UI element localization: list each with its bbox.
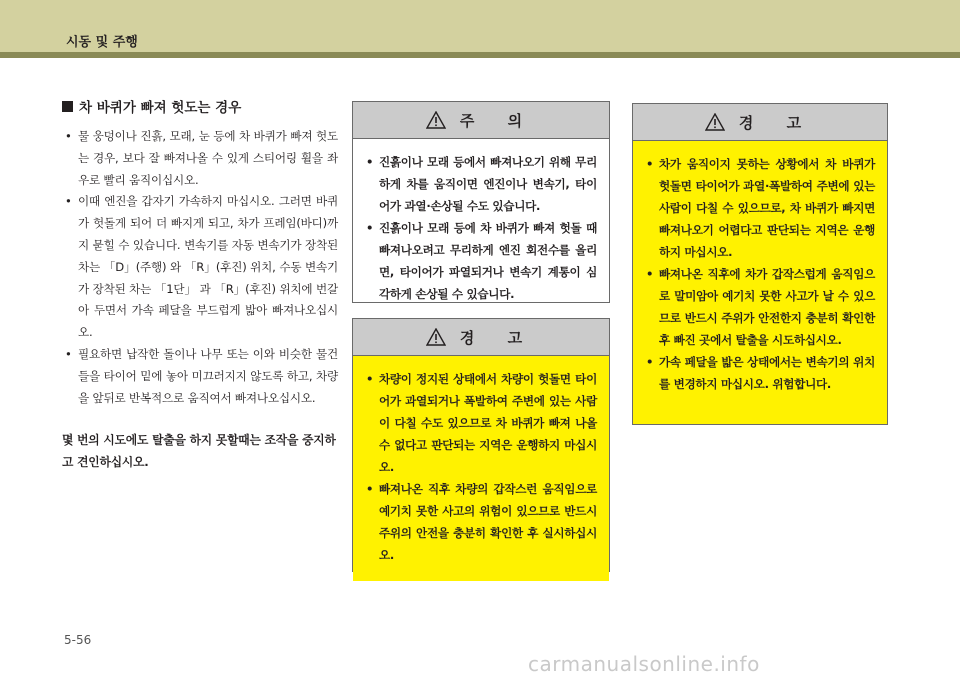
caution-title: 주 의: [459, 111, 537, 130]
bullet-dot-icon: •: [646, 157, 654, 171]
square-bullet-icon: [62, 101, 73, 112]
warning-box-right: [632, 103, 888, 425]
bullet-dot-icon: •: [65, 346, 72, 361]
bullet-dot-icon: •: [366, 221, 374, 235]
section-title-text: 차 바퀴가 빠져 헛도는 경우: [79, 100, 242, 116]
header-rule: [0, 52, 960, 58]
warning-triangle-icon: [705, 113, 725, 131]
list-item: • 진흙이나 모래 등에 차 바퀴가 빠져 헛돌 때 빠져나오려고 무리하게 엔진 회전수를 올리면, 타이어가 파열되거나 변속기 계통이 심각하게 손상될 수 있습니다.: [365, 217, 597, 305]
list-item: • 이때 엔진을 갑자기 가속하지 마십시오. 그러면 바퀴가 헛돌게 되어 더 빠지게 되고, 차가 프레임(바디)까지 묻힐 수 있습니다. 변속기를 자동 변속기가 장착된 차는 「D」(주행) 와 「R」(후진) 위치, 수동 변속기가 장착된 차는 「1단」 과 「R」(후진) 위치에 번갈아 두면서 가속 페달을 부드럽게 밟아 빠져나오십시오.: [62, 191, 338, 344]
page-number: 5-56: [64, 633, 92, 647]
caution-box: [352, 101, 610, 303]
list-item: • 물 웅덩이나 진흙, 모래, 눈 등에 차 바퀴가 빠져 헛도는 경우, 보다 잘 빠져나올 수 있게 스티어링 휠을 좌우로 빨리 움직이십시오.: [62, 126, 338, 191]
caution-body: [353, 139, 609, 315]
warning-title: 경 고: [459, 328, 537, 347]
bullet-dot-icon: •: [366, 155, 374, 169]
warning-body: [353, 356, 609, 581]
chapter-title: 시동 및 주행: [66, 35, 138, 50]
list-item: • 진흙이나 모래 등에서 빠져나오기 위해 무리하게 차를 움직이면 엔진이나 변속기, 타이어가 과열·손상될 수도 있습니다.: [365, 151, 597, 217]
warning-body: [633, 141, 887, 424]
bullet-dot-icon: •: [646, 355, 654, 369]
warning-box-header: [353, 319, 609, 356]
list-item: • 빠져나온 직후 차량의 갑작스런 움직임으로 예기치 못한 사고의 위험이 있으므로 반드시 주위의 안전을 충분히 확인한 후 실시하십시오.: [365, 478, 597, 566]
warning-triangle-icon: [426, 328, 446, 346]
bullet-dot-icon: •: [65, 129, 72, 143]
bullet-dot-icon: •: [65, 194, 72, 209]
warning-title: 경 고: [738, 113, 816, 132]
left-column: [62, 96, 338, 473]
list-item: • 빠져나온 직후에 차가 갑작스럽게 움직임으로 말미암아 예기치 못한 사고가 날 수 있으므로 반드시 주위가 안전한지 충분히 확인한 후 빠진 곳에서 탈출을 시도하십시오.: [645, 263, 875, 351]
list-item: • 차가 움직이지 못하는 상황에서 차 바퀴가 헛돌면 타이어가 과열·폭발하여 주변에 있는 사람이 다칠 수 있으므로, 차 바퀴가 빠지면 빠져나오기 어렵다고 판단되는 지역은 운행하지 마십시오.: [645, 153, 875, 263]
caution-box-header: [353, 102, 609, 139]
bullet-dot-icon: •: [646, 267, 654, 281]
list-item: • 차량이 정지된 상태에서 차량이 헛돌면 타이어가 과열되거나 폭발하여 주변에 있는 사람이 다칠 수도 있으므로 차 바퀴가 빠져 나올 수 없다고 판단되는 지역은 운행하지 마십시오.: [365, 368, 597, 478]
instruction-list: [62, 126, 338, 409]
bullet-dot-icon: •: [366, 372, 374, 386]
watermark-text: carmanualsonline.info: [528, 652, 760, 676]
list-item: • 가속 페달을 밟은 상태에서는 변속기의 위치를 변경하지 마십시오. 위험합니다.: [645, 351, 875, 395]
list-item: • 필요하면 납작한 돌이나 나무 또는 이와 비슷한 물건들을 타이어 밑에 놓아 미끄러지지 않도록 하고, 차량을 앞뒤로 반복적으로 움직여서 빠져나오십시오.: [62, 344, 338, 409]
page-header: [0, 0, 960, 52]
warning-box-middle: [352, 318, 610, 572]
warning-box-header: [633, 104, 887, 141]
section-title: [62, 96, 338, 116]
bold-note: 몇 번의 시도에도 탈출을 하지 못할때는 조작을 중지하고 견인하십시오.: [62, 433, 336, 470]
bullet-dot-icon: •: [366, 482, 374, 496]
warning-triangle-icon: [426, 111, 446, 129]
